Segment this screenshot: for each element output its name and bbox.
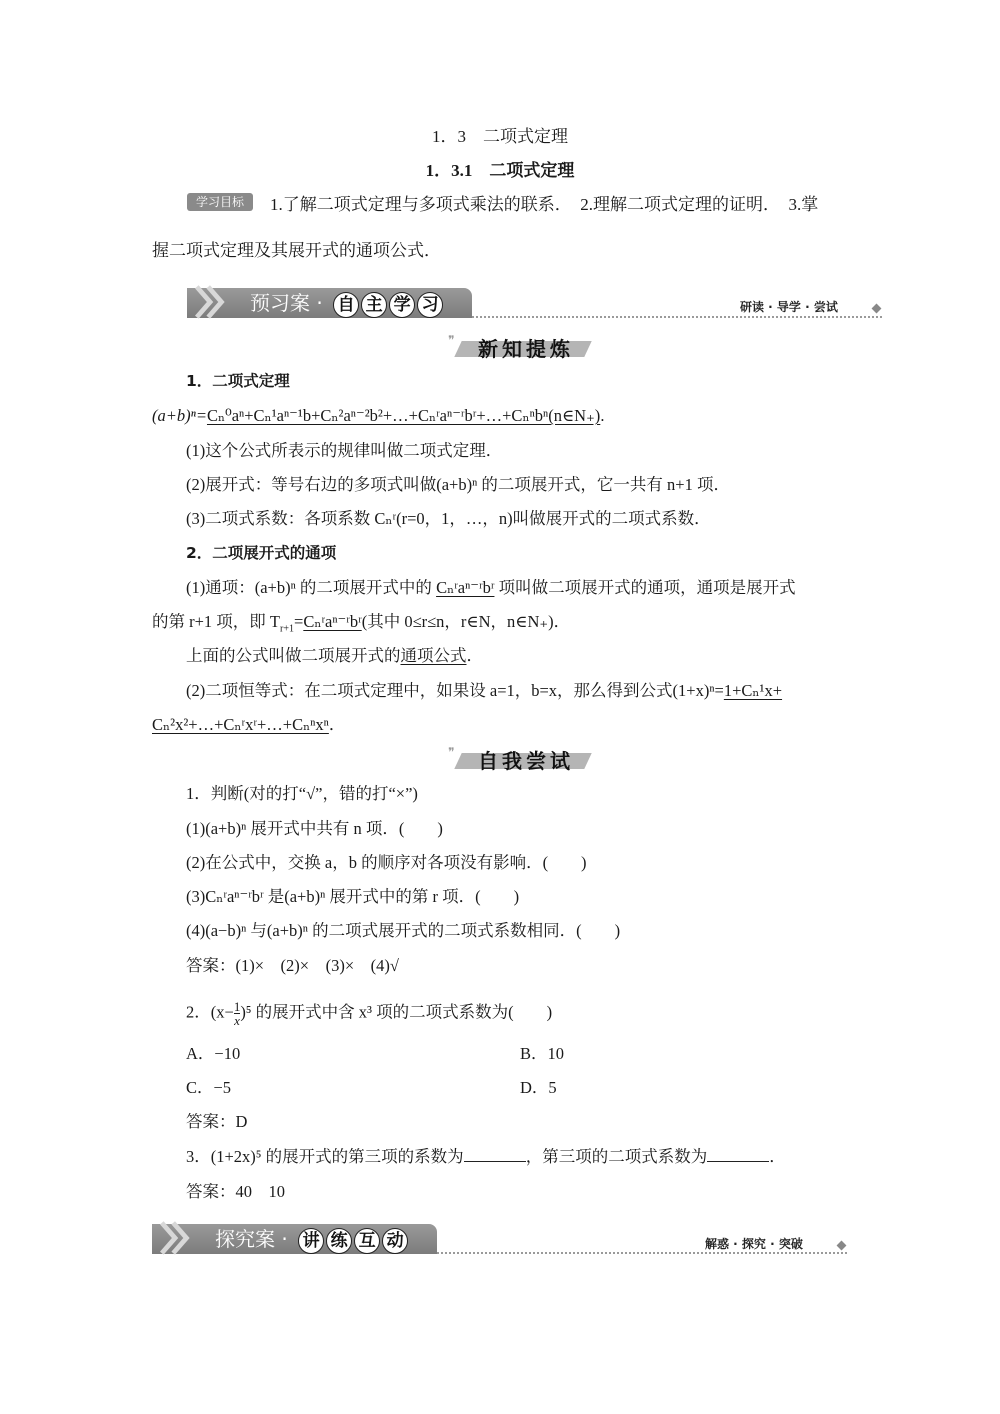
circled-char: 练 — [326, 1228, 352, 1254]
subsection-title: 1．3.1 二项式定理 — [425, 161, 575, 180]
heading-binomial-theorem: 1．二项式定理 — [186, 372, 290, 390]
banner-label: 预习案 · — [250, 291, 323, 315]
question-1-item: (2)在公式中，交换 a，b 的顺序对各项没有影响．( ) — [186, 853, 587, 872]
objectives-tag: 学习目标 — [187, 193, 253, 211]
option-d: D．5 — [520, 1078, 557, 1097]
subheading-new-knowledge: ❞ 新知提炼 — [448, 333, 588, 357]
question-2: 2．(x− $\frac{1}{x}$ )⁵ 的展开式中含 x³ 项的二项式系数为( ) — [186, 999, 553, 1028]
circled-char: 动 — [382, 1228, 408, 1254]
circled-char: 互 — [354, 1228, 380, 1254]
option-a: A．−10 — [186, 1044, 241, 1063]
answer-blank — [707, 1147, 769, 1162]
double-chevron-icon — [157, 1219, 197, 1257]
subheading-self-practice: ❞ 自我尝试 — [448, 745, 588, 769]
question-1-item: (1)(a+b)ⁿ 展开式中共有 n 项．( ) — [186, 819, 443, 838]
answer-blank — [464, 1147, 526, 1162]
diamond-icon — [837, 1241, 847, 1251]
general-term-line-3: 上面的公式叫做二项展开式的通项公式． — [186, 646, 483, 665]
definition-2: (2)展开式：等号右边的多项式叫做(a+b)ⁿ 的二项展开式，它一共有 n+1 项． — [186, 475, 730, 494]
question-1-item: (3)Cₙʳaⁿ⁻ʳbʳ 是(a+b)ⁿ 展开式中的第 r 项．( ) — [186, 887, 520, 906]
diamond-icon — [872, 304, 882, 314]
option-b: B．10 — [520, 1044, 565, 1063]
divider — [437, 1252, 847, 1254]
heading-general-term: 2．二项展开式的通项 — [186, 544, 337, 562]
general-term-line-1: (1)通项：(a+b)ⁿ 的二项展开式中的 Cₙʳaⁿ⁻ʳbʳ 项叫做二项展开式的通项，通项是展开式 — [186, 578, 796, 597]
banner-label: 探究案 · — [215, 1227, 288, 1251]
circled-char: 主 — [361, 292, 387, 318]
identity-line-2: Cₙ²x²+…+Cₙʳxʳ+…+Cₙⁿxⁿ． — [152, 715, 346, 734]
definition-3: (3)二项式系数：各项系数 Cₙʳ(r=0，1，…，n)叫做展开式的二项式系数． — [186, 509, 711, 528]
question-3-answer: 答案：40 10 — [186, 1182, 285, 1201]
section-title: 1．3 二项式定理 — [432, 127, 568, 146]
banner-tagline: 解惑 · 探究 · 突破 — [705, 1237, 803, 1251]
question-1-answer: 答案：(1)× (2)× (3)× (4)√ — [186, 956, 399, 975]
double-chevron-icon — [192, 283, 232, 321]
banner-tagline: 研读 · 导学 · 尝试 — [740, 300, 838, 314]
binomial-formula: (a+b)ⁿ=Cₙ⁰aⁿ+Cₙ¹aⁿ⁻¹b+Cₙ²aⁿ⁻²b²+…+Cₙʳaⁿ⁻ʳbʳ+…+Cₙⁿbⁿ(n∈N₊). — [152, 406, 605, 425]
objectives-line-1: 1.了解二项式定理与多项式乘法的联系． 2.理解二项式定理的证明． 3.掌 — [270, 195, 819, 214]
question-1-item: (4)(a−b)ⁿ 与(a+b)ⁿ 的二项式展开式的二项式系数相同．( ) — [186, 921, 621, 940]
option-c: C．−5 — [186, 1078, 232, 1097]
circled-char: 习 — [417, 292, 443, 318]
circled-char: 自 — [333, 292, 359, 318]
circled-char: 讲 — [298, 1228, 324, 1254]
circled-char: 学 — [389, 292, 415, 318]
definition-1: (1)这个公式所表示的规律叫做二项式定理． — [186, 441, 503, 460]
question-3: 3．(1+2x)⁵ 的展开式的第三项的系数为 ，第三项的二项式系数为 ． — [186, 1147, 786, 1166]
general-term-line-2: 的第 r+1 项，即 $T_{r+1}=C_nʳa^{n-}ʳbʳ$(其中 0≤r≤n，r∈N，n∈N₊)． — [152, 612, 571, 635]
question-2-answer: 答案：D — [186, 1112, 248, 1131]
divider — [472, 316, 882, 318]
question-1: 1．判断(对的打“√”，错的打“×”) — [186, 784, 418, 803]
identity-line-1: (2)二项恒等式：在二项式定理中，如果设 a=1，b=x，那么得到公式(1+x)ⁿ=1+Cₙ¹x+ — [186, 681, 783, 700]
objectives-line-2: 握二项式定理及其展开式的通项公式． — [152, 241, 441, 260]
fraction: $\frac{1}{x}$ — [233, 999, 241, 1028]
